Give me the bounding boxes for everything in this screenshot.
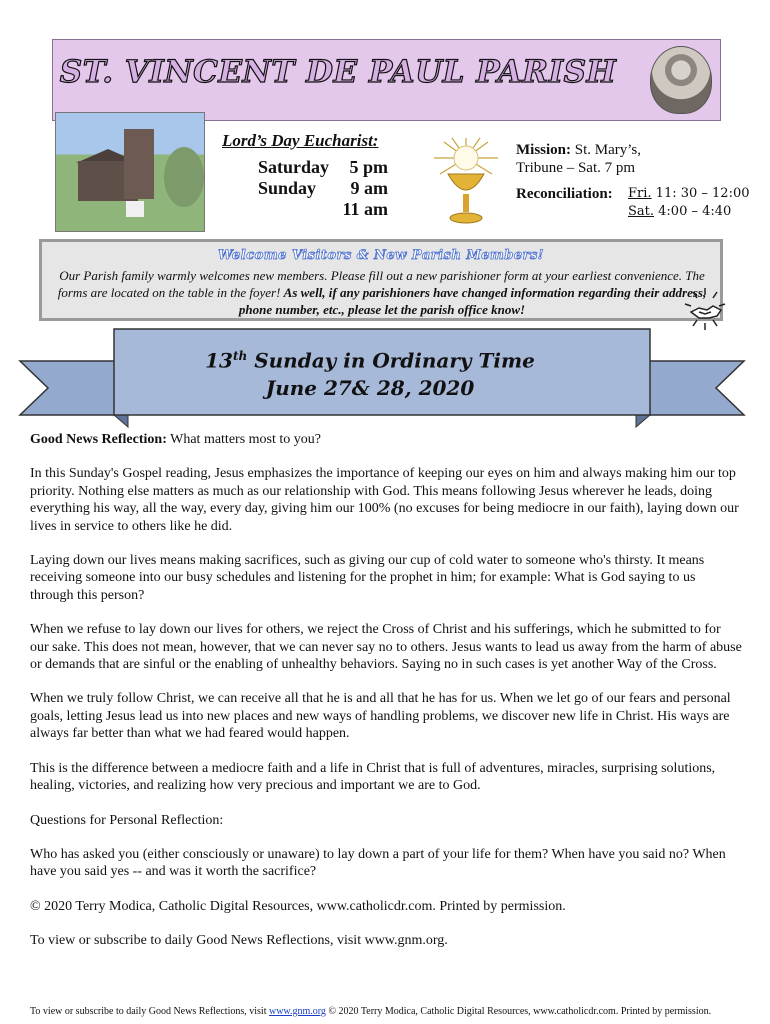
church-sign — [126, 201, 144, 217]
paragraph: When we truly follow Christ, we can receive all that he is and all that he has for us. When we let go of our fears and personal goals, letting Jesus lead us into new places and new ways of handling problems, we discover new life in Christ. His ways are always far better than what we had feared would happen. — [30, 691, 731, 742]
eucharist-label: Lord’s Day Eucharist: — [222, 131, 379, 150]
saint-portrait-image — [650, 46, 712, 114]
reconciliation-info: Reconciliation: Fri. 11: 30 – 12:00 Sat. 4:00 – 4:40 — [516, 186, 750, 219]
paragraph: When we refuse to lay down our lives for others, we reject the Cross of Christ and his sufferings, which he submitted to for our sake. This does not mean, however, that we can never say no to others. Jesus wants to lead us away from the harm of abuse or demands that are sinful or the enabling of unhealthy behaviors. Saying no in such cases is yet another Way of the Cross. — [30, 622, 742, 673]
parish-title: ST. VINCENT DE PAUL PARISH — [59, 54, 617, 90]
paragraph: This is the difference between a mediocre faith and a life in Christ that is full of adventures, miracles, surprising solutions, healing, victories, and realizing how very precious and important we are to God. — [30, 760, 716, 794]
welcome-title: Welcome Visitors & New Parish Members! — [217, 248, 545, 263]
mass-times — [258, 157, 388, 220]
mass-time-row: Sunday 9 am — [258, 178, 388, 198]
welcome-text: Our Parish family warmly welcomes new members. Please fill out a new parishioner form at your earliest convenience. The forms are located on the table in the foyer! As well, if any parishioners have changed information regarding their address, phone number, etc., please let the parish office know! — [57, 268, 707, 317]
church-photo — [55, 112, 205, 232]
handshake-icon — [683, 286, 727, 332]
paragraph: Questions for Personal Reflection: — [30, 812, 224, 828]
paragraph: In this Sunday's Gospel reading, Jesus emphasizes the importance of keeping our eyes on him and always making him our top priority. Nothing else matters as much as our relationship with God. This means following Jesus wherever he leads, doing everything his way, all the way, every day, giving him our 100% (no excuses for being mediocre in our faith), laying down our lives in service to others like he did. — [30, 466, 739, 534]
paragraph: Who has asked you (either consciously or unaware) to lay down a part of your life for them? When have you said no? When have you said yes -- and was it worth the sacrifice? — [30, 846, 726, 880]
church-tower — [124, 129, 154, 199]
liturgical-title — [160, 343, 580, 402]
paragraph: Laying down our lives means making sacrifices, such as giving our cup of cold water to someone who's thirsty. It means receiving someone into our busy schedules and listening for the prophet in him; for example: What is God saying to us through this person? — [30, 553, 705, 603]
tree-shape — [164, 147, 204, 207]
footer-note: To view or subscribe to daily Good News Reflections, visit www.gnm.org © 2020 Terry Modica, Catholic Digital Resources, www.catholicdr.com. Printed by permission. — [30, 1006, 712, 1017]
copyright-line: © 2020 Terry Modica, Catholic Digital Resources, www.catholicdr.com. Printed by permission. — [30, 898, 566, 914]
mass-time-row: 11 am — [342, 199, 388, 219]
subscribe-line: To view or subscribe to daily Good News Reflections, visit www.gnm.org. — [30, 933, 448, 949]
ribbon-line-1: 13th Sunday in Ordinary Time — [205, 348, 535, 373]
mission-info: Mission: St. Mary’s, Tribune – Sat. 7 pm — [516, 142, 642, 176]
welcome-box — [39, 239, 723, 321]
reflection-heading: Good News Reflection: What matters most to you? — [30, 432, 321, 447]
header-banner — [52, 39, 721, 121]
mass-time-row: Saturday 5 pm — [258, 157, 388, 177]
gnm-link[interactable]: www.gnm.org — [268, 1006, 326, 1017]
chalice-icon — [430, 136, 502, 228]
reflection-article — [30, 431, 742, 967]
ribbon-line-2: June 27& 28, 2020 — [265, 375, 475, 400]
